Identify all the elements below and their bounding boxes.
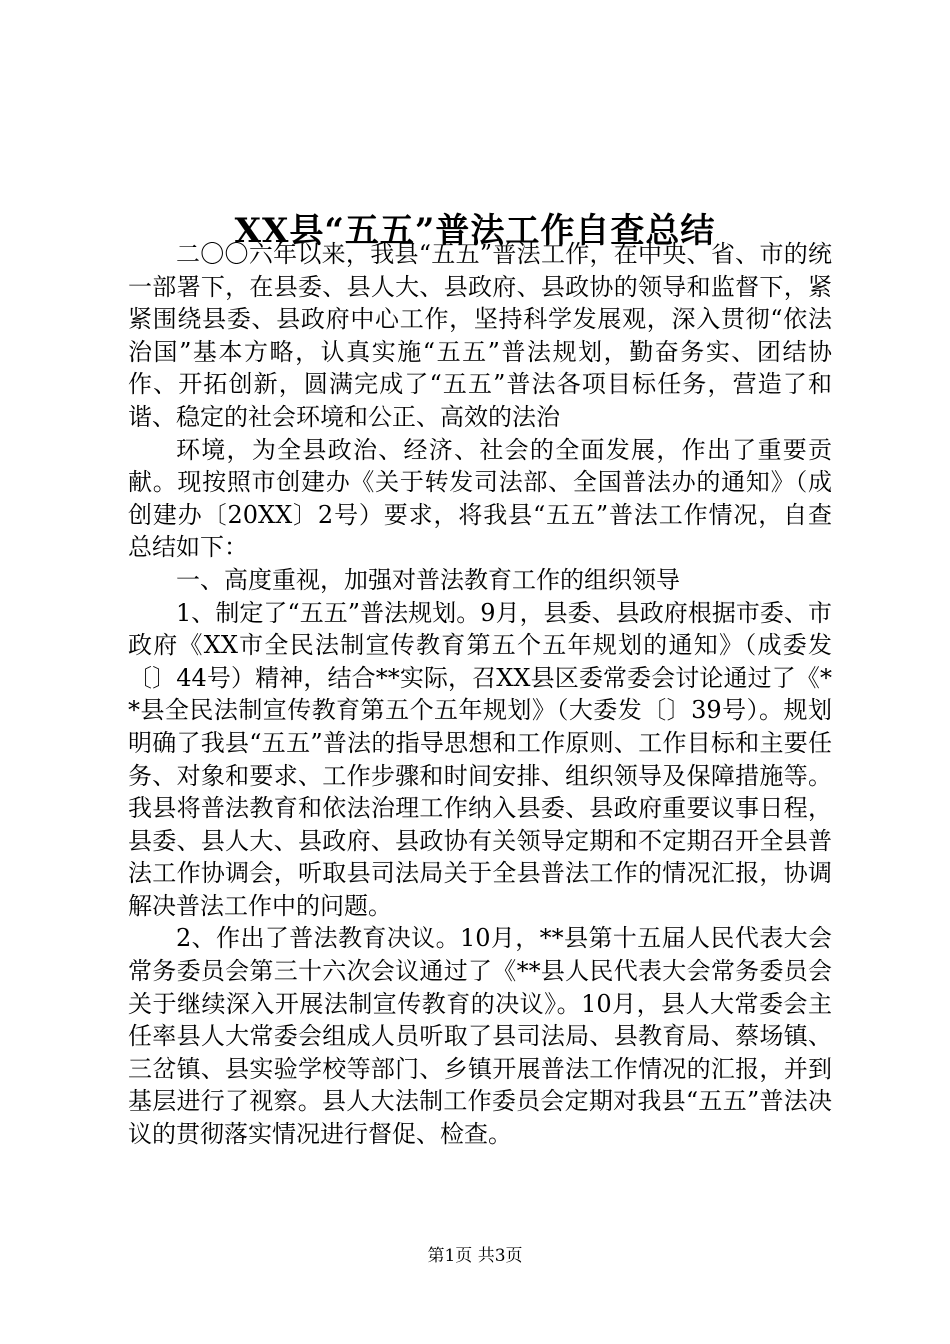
paragraph-item-1: 1、制定了“五五”普法规划。9月，县委、县政府根据市委、市政府《XX市全民法制宣传教育第五个五年规划的通知》（成委发〔〕44号）精神，结合**实际，召XX县区委常委会讨论通过了《**县全民法制宣传教育第五个五年规划》（大委发〔〕39号）。规划明确了我县“五五”普法的指导思想和工作原则、工作目标和主要任务、对象和要求、工作步骤和时间安排、组织领导及保障措施等。我县将普法教育和依法治理工作纳入县委、县政府重要议事日程，县委、县人大、县政府、县政协有关领导定期和不定期召开全县普法工作协调会，听取县司法局关于全县普法工作的情况汇报，协调解决普法工作中的问题。 bbox=[128, 598, 832, 920]
section-heading-1: 一、高度重视，加强对普法教育工作的组织领导 bbox=[176, 565, 680, 594]
page-title: XX县“五五”普法工作自查总结 bbox=[234, 210, 716, 251]
paragraph-intro: 二〇〇六年以来，我县“五五”普法工作，在中央、省、市的统一部署下，在县委、县人大、县政府、县政协的领导和监督下，紧紧围绕县委、县政府中心工作，坚持科学发展观，深入贯彻“依法治国”基本方略，认真实施“五五”普法规划，勤奋务实、团结协作、开拓创新，圆满完成了“五五”普法各项目标任务，营造了和谐、稳定的社会环境和公正、高效的法治 bbox=[128, 240, 832, 431]
page-footer: 第1页 共3页 bbox=[427, 1246, 523, 1266]
paragraph-item-2: 2、作出了普法教育决议。10月，**县第十五届人民代表大会常务委员会第三十六次会议通过了《**县人民代表大会常务委员会关于继续深入开展法制宣传教育的决议》。10月，县人大常委会主任率县人大常委会组成人员听取了县司法局、县教育局、蔡场镇、三岔镇、县实验学校等部门、乡镇开展普法工作情况的汇报，并到基层进行了视察。县人大法制工作委员会定期对我县“五五”普法决议的贯彻落实情况进行督促、检查。 bbox=[128, 924, 832, 1149]
paragraph-continuation: 环境，为全县政治、经济、社会的全面发展，作出了重要贡献。现按照市创建办《关于转发司法部、全国普法办的通知》（成创建办〔20XX〕2号）要求，将我县“五五”普法工作情况，自查总结如下： bbox=[128, 435, 832, 562]
document-body bbox=[128, 238, 832, 1151]
